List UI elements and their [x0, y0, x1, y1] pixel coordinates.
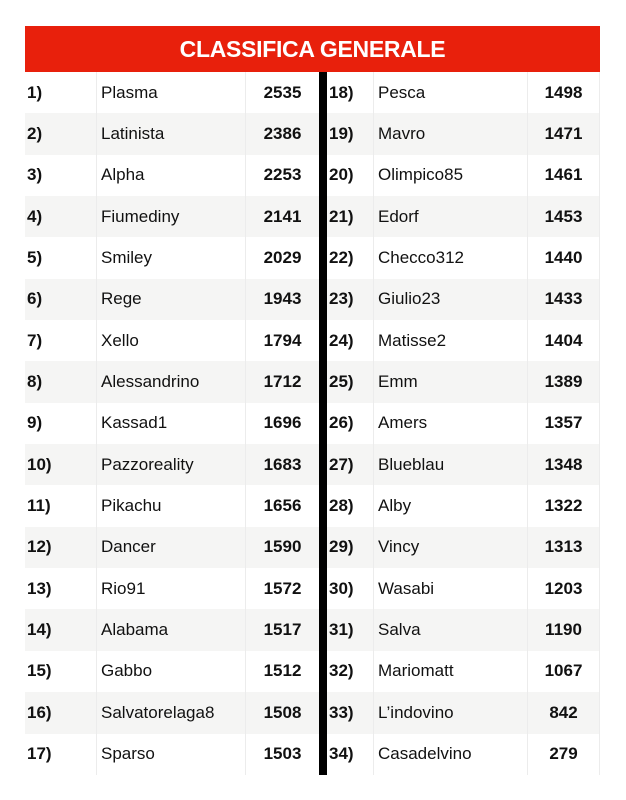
player-rank: 20): [329, 165, 354, 185]
column-divider: [319, 72, 327, 775]
player-name: Amers: [373, 403, 527, 444]
player-score: 1067: [527, 651, 600, 692]
player-rank: 32): [329, 661, 354, 681]
player-rank: 3): [27, 165, 43, 185]
player-name: Pikachu: [96, 485, 245, 526]
table-row: [25, 320, 319, 361]
player-rank: 4): [27, 206, 43, 226]
player-rank: 14): [27, 620, 52, 640]
player-name: Fiumediny: [96, 196, 245, 237]
table-row: [327, 237, 600, 278]
player-rank: 10): [27, 454, 52, 474]
player-name: Rege: [96, 279, 245, 320]
player-name: Salva: [373, 609, 527, 650]
standings-left: [25, 72, 319, 775]
player-name: Alby: [373, 485, 527, 526]
table-row: [25, 527, 319, 568]
player-rank: 15): [27, 661, 52, 681]
table-row: [25, 734, 319, 775]
table-row: [327, 527, 600, 568]
player-rank: 1): [27, 82, 43, 102]
table-row: [327, 155, 600, 196]
player-name: Plasma: [96, 72, 245, 113]
player-rank: 11): [27, 496, 51, 516]
standings-right: [327, 72, 600, 775]
table-row: [25, 196, 319, 237]
player-name: Mariomatt: [373, 651, 527, 692]
player-name: Blueblau: [373, 444, 527, 485]
player-score: 1322: [527, 485, 600, 526]
player-name: Edorf: [373, 196, 527, 237]
table-row: [327, 609, 600, 650]
table-row: [327, 279, 600, 320]
player-score: 1683: [245, 444, 319, 485]
player-name: Rio91: [96, 568, 245, 609]
player-name: Mavro: [373, 113, 527, 154]
table-row: [327, 196, 600, 237]
player-rank: 2): [27, 124, 43, 144]
player-score: 2029: [245, 237, 319, 278]
table-row: [327, 320, 600, 361]
player-name: Alabama: [96, 609, 245, 650]
player-rank: 19): [329, 124, 354, 144]
table-row: [327, 403, 600, 444]
table-row: [327, 444, 600, 485]
player-rank: 9): [27, 413, 43, 433]
table-row: [25, 113, 319, 154]
player-score: 1471: [527, 113, 600, 154]
player-score: 2535: [245, 72, 319, 113]
player-score: 279: [527, 734, 600, 775]
table-row: [25, 279, 319, 320]
player-name: Xello: [96, 320, 245, 361]
table-row: [25, 609, 319, 650]
player-score: 1203: [527, 568, 600, 609]
table-row: [327, 651, 600, 692]
player-score: 1794: [245, 320, 319, 361]
player-score: 1696: [245, 403, 319, 444]
player-score: 1517: [245, 609, 319, 650]
table-row: [327, 568, 600, 609]
table-row: [25, 692, 319, 733]
table-row: [327, 692, 600, 733]
player-name: Wasabi: [373, 568, 527, 609]
player-name: Sparso: [96, 734, 245, 775]
table-title: CLASSIFICA GENERALE: [25, 26, 600, 72]
player-rank: 23): [329, 289, 354, 309]
table-row: [25, 485, 319, 526]
player-score: 1190: [527, 609, 600, 650]
player-score: 1440: [527, 237, 600, 278]
player-name: Matisse2: [373, 320, 527, 361]
player-rank: 7): [27, 330, 43, 350]
table-row: [25, 72, 319, 113]
player-rank: 24): [329, 330, 354, 350]
player-rank: 16): [27, 702, 52, 722]
player-rank: 18): [329, 82, 354, 102]
player-rank: 17): [27, 744, 52, 764]
player-score: 1508: [245, 692, 319, 733]
player-name: Smiley: [96, 237, 245, 278]
player-name: Checco312: [373, 237, 527, 278]
player-name: Vincy: [373, 527, 527, 568]
player-score: 1503: [245, 734, 319, 775]
table-row: [327, 734, 600, 775]
player-name: Alessandrino: [96, 361, 245, 402]
player-rank: 34): [329, 744, 354, 764]
player-name: Olimpico85: [373, 155, 527, 196]
player-score: 1656: [245, 485, 319, 526]
player-rank: 26): [329, 413, 354, 433]
player-score: 2141: [245, 196, 319, 237]
table-row: [25, 444, 319, 485]
player-name: Pesca: [373, 72, 527, 113]
player-rank: 6): [27, 289, 43, 309]
player-score: 2386: [245, 113, 319, 154]
table-row: [25, 651, 319, 692]
player-rank: 13): [27, 578, 52, 598]
player-name: Pazzoreality: [96, 444, 245, 485]
player-rank: 8): [27, 372, 43, 392]
table-row: [25, 361, 319, 402]
player-rank: 25): [329, 372, 354, 392]
player-rank: 27): [329, 454, 354, 474]
player-score: 1461: [527, 155, 600, 196]
player-name: Kassad1: [96, 403, 245, 444]
player-score: 1313: [527, 527, 600, 568]
player-rank: 31): [329, 620, 354, 640]
player-score: 1389: [527, 361, 600, 402]
player-name: Giulio23: [373, 279, 527, 320]
table-row: [25, 568, 319, 609]
player-score: 1453: [527, 196, 600, 237]
player-score: 1572: [245, 568, 319, 609]
player-name: Latinista: [96, 113, 245, 154]
player-rank: 22): [329, 248, 354, 268]
player-name: Salvatorelaga8: [96, 692, 245, 733]
player-score: 1712: [245, 361, 319, 402]
player-score: 1943: [245, 279, 319, 320]
player-score: 842: [527, 692, 600, 733]
player-rank: 21): [329, 206, 354, 226]
player-name: L’indovino: [373, 692, 527, 733]
player-rank: 5): [27, 248, 43, 268]
player-name: Alpha: [96, 155, 245, 196]
player-score: 1404: [527, 320, 600, 361]
table-row: [25, 403, 319, 444]
player-rank: 28): [329, 496, 354, 516]
player-score: 1357: [527, 403, 600, 444]
player-score: 1512: [245, 651, 319, 692]
player-name: Emm: [373, 361, 527, 402]
player-rank: 12): [27, 537, 52, 557]
table-row: [25, 237, 319, 278]
table-row: [25, 155, 319, 196]
player-rank: 33): [329, 702, 354, 722]
table-row: [327, 361, 600, 402]
player-score: 1433: [527, 279, 600, 320]
player-rank: 30): [329, 578, 354, 598]
player-score: 1348: [527, 444, 600, 485]
player-name: Gabbo: [96, 651, 245, 692]
player-score: 1498: [527, 72, 600, 113]
player-score: 1590: [245, 527, 319, 568]
table-row: [327, 113, 600, 154]
player-score: 2253: [245, 155, 319, 196]
player-name: Dancer: [96, 527, 245, 568]
player-name: Casadelvino: [373, 734, 527, 775]
table-row: [327, 72, 600, 113]
player-rank: 29): [329, 537, 354, 557]
table-row: [327, 485, 600, 526]
